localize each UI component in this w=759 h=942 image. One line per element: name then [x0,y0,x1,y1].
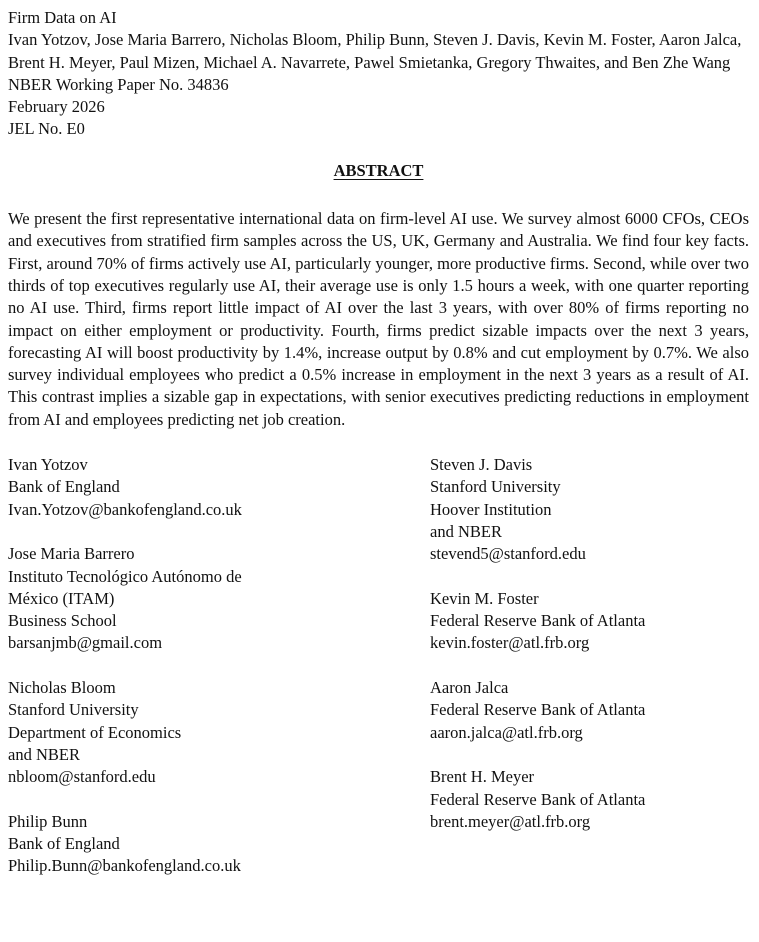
contact-block [8,677,430,788]
contact-line: Nicholas Bloom [8,678,116,698]
contacts-right-column [430,454,749,878]
contact-line: Department of Economics [8,722,182,742]
contact-block [430,588,749,655]
contact-email: nbloom@stanford.edu [8,767,156,787]
contact-email: brent.meyer@atl.frb.org [430,811,591,831]
contact-line: Federal Reserve Bank of Atlanta [430,700,646,720]
contact-line: Stanford University [8,700,139,720]
authors-line: Ivan Yotzov, Jose Maria Barrero, Nicholas Bloom, Philip Bunn, Steven J. Davis, Kevin M. Foster, Aaron Jalca, Brent H. Meyer, Paul Mizen, Michael A. Navarrete, Pawel Smietanka, Gregory Thwaites, and Ben Zhe Wang [8,30,742,72]
contact-email: barsanjmb@gmail.com [8,633,163,653]
contact-block [430,677,749,744]
contact-line: Ivan Yotzov [8,455,88,475]
contact-block [8,543,430,654]
contact-line: Steven J. Davis [430,455,533,475]
contact-block [8,811,430,878]
contact-line: Brent H. Meyer [430,767,535,787]
contact-line: Bank of England [8,477,120,497]
contact-email: aaron.jalca@atl.frb.org [430,722,583,742]
contact-block [8,454,430,521]
contact-line: Bank of England [8,834,120,854]
contact-line: Stanford University [430,477,561,497]
contact-email: Ivan.Yotzov@bankofengland.co.uk [8,499,242,519]
abstract-heading [8,160,749,182]
contact-line: Federal Reserve Bank of Atlanta [430,611,646,631]
paper-date: February 2026 [8,97,105,117]
contact-email: Philip.Bunn@bankofengland.co.uk [8,856,241,876]
contact-email: stevend5@stanford.edu [430,544,586,564]
contact-block [430,454,749,565]
page-title: Firm Data on AI [8,8,117,27]
contact-line: Aaron Jalca [430,678,509,698]
contact-line: México (ITAM) [8,588,115,608]
contact-line: Instituto Tecnológico Autónomo de [8,566,242,586]
contact-line: and NBER [430,521,502,541]
contact-block [430,766,749,833]
contacts-left-column [8,454,430,878]
abstract-text: We present the first representative international data on firm-level AI use. We survey almost 6000 CFOs, CEOs and executives from stratified firm samples across the US, UK, Germany and Australia. We find four key facts. First, around 70% of firms actively use AI, particularly younger, more productive firms. Second, while over two thirds of top executives regularly use AI, their average use is only 1.5 hours a week, with one quarter reporting no AI use. Third, firms report little impact of AI over the last 3 years, with over 80% of firms reporting no impact on either employment or productivity. Fourth, firms predict sizable impacts over the next 3 years, forecasting AI will boost productivity by 1.4%, increase output by 0.8% and cut employment by 0.7%. We also survey individual employees who predict a 0.5% increase in employment in the next 3 years as a result of AI. This contrast implies a sizable gap in expectations, with senior executives predicting reductions in employment from AI and employees predicting net job creation. [8,209,749,429]
contact-line: Philip Bunn [8,811,88,831]
abstract-heading-text: ABSTRACT [333,160,424,180]
contact-line: and NBER [8,744,80,764]
jel-code: JEL No. E0 [8,119,85,139]
working-paper-number: NBER Working Paper No. 34836 [8,74,229,94]
author-contacts [8,454,749,878]
contact-line: Kevin M. Foster [430,588,539,608]
paper-header [8,7,749,141]
contact-line: Jose Maria Barrero [8,544,135,564]
contact-line: Business School [8,611,117,631]
contact-line: Hoover Institution [430,499,552,519]
contact-email: kevin.foster@atl.frb.org [430,633,590,653]
contact-line: Federal Reserve Bank of Atlanta [430,789,646,809]
